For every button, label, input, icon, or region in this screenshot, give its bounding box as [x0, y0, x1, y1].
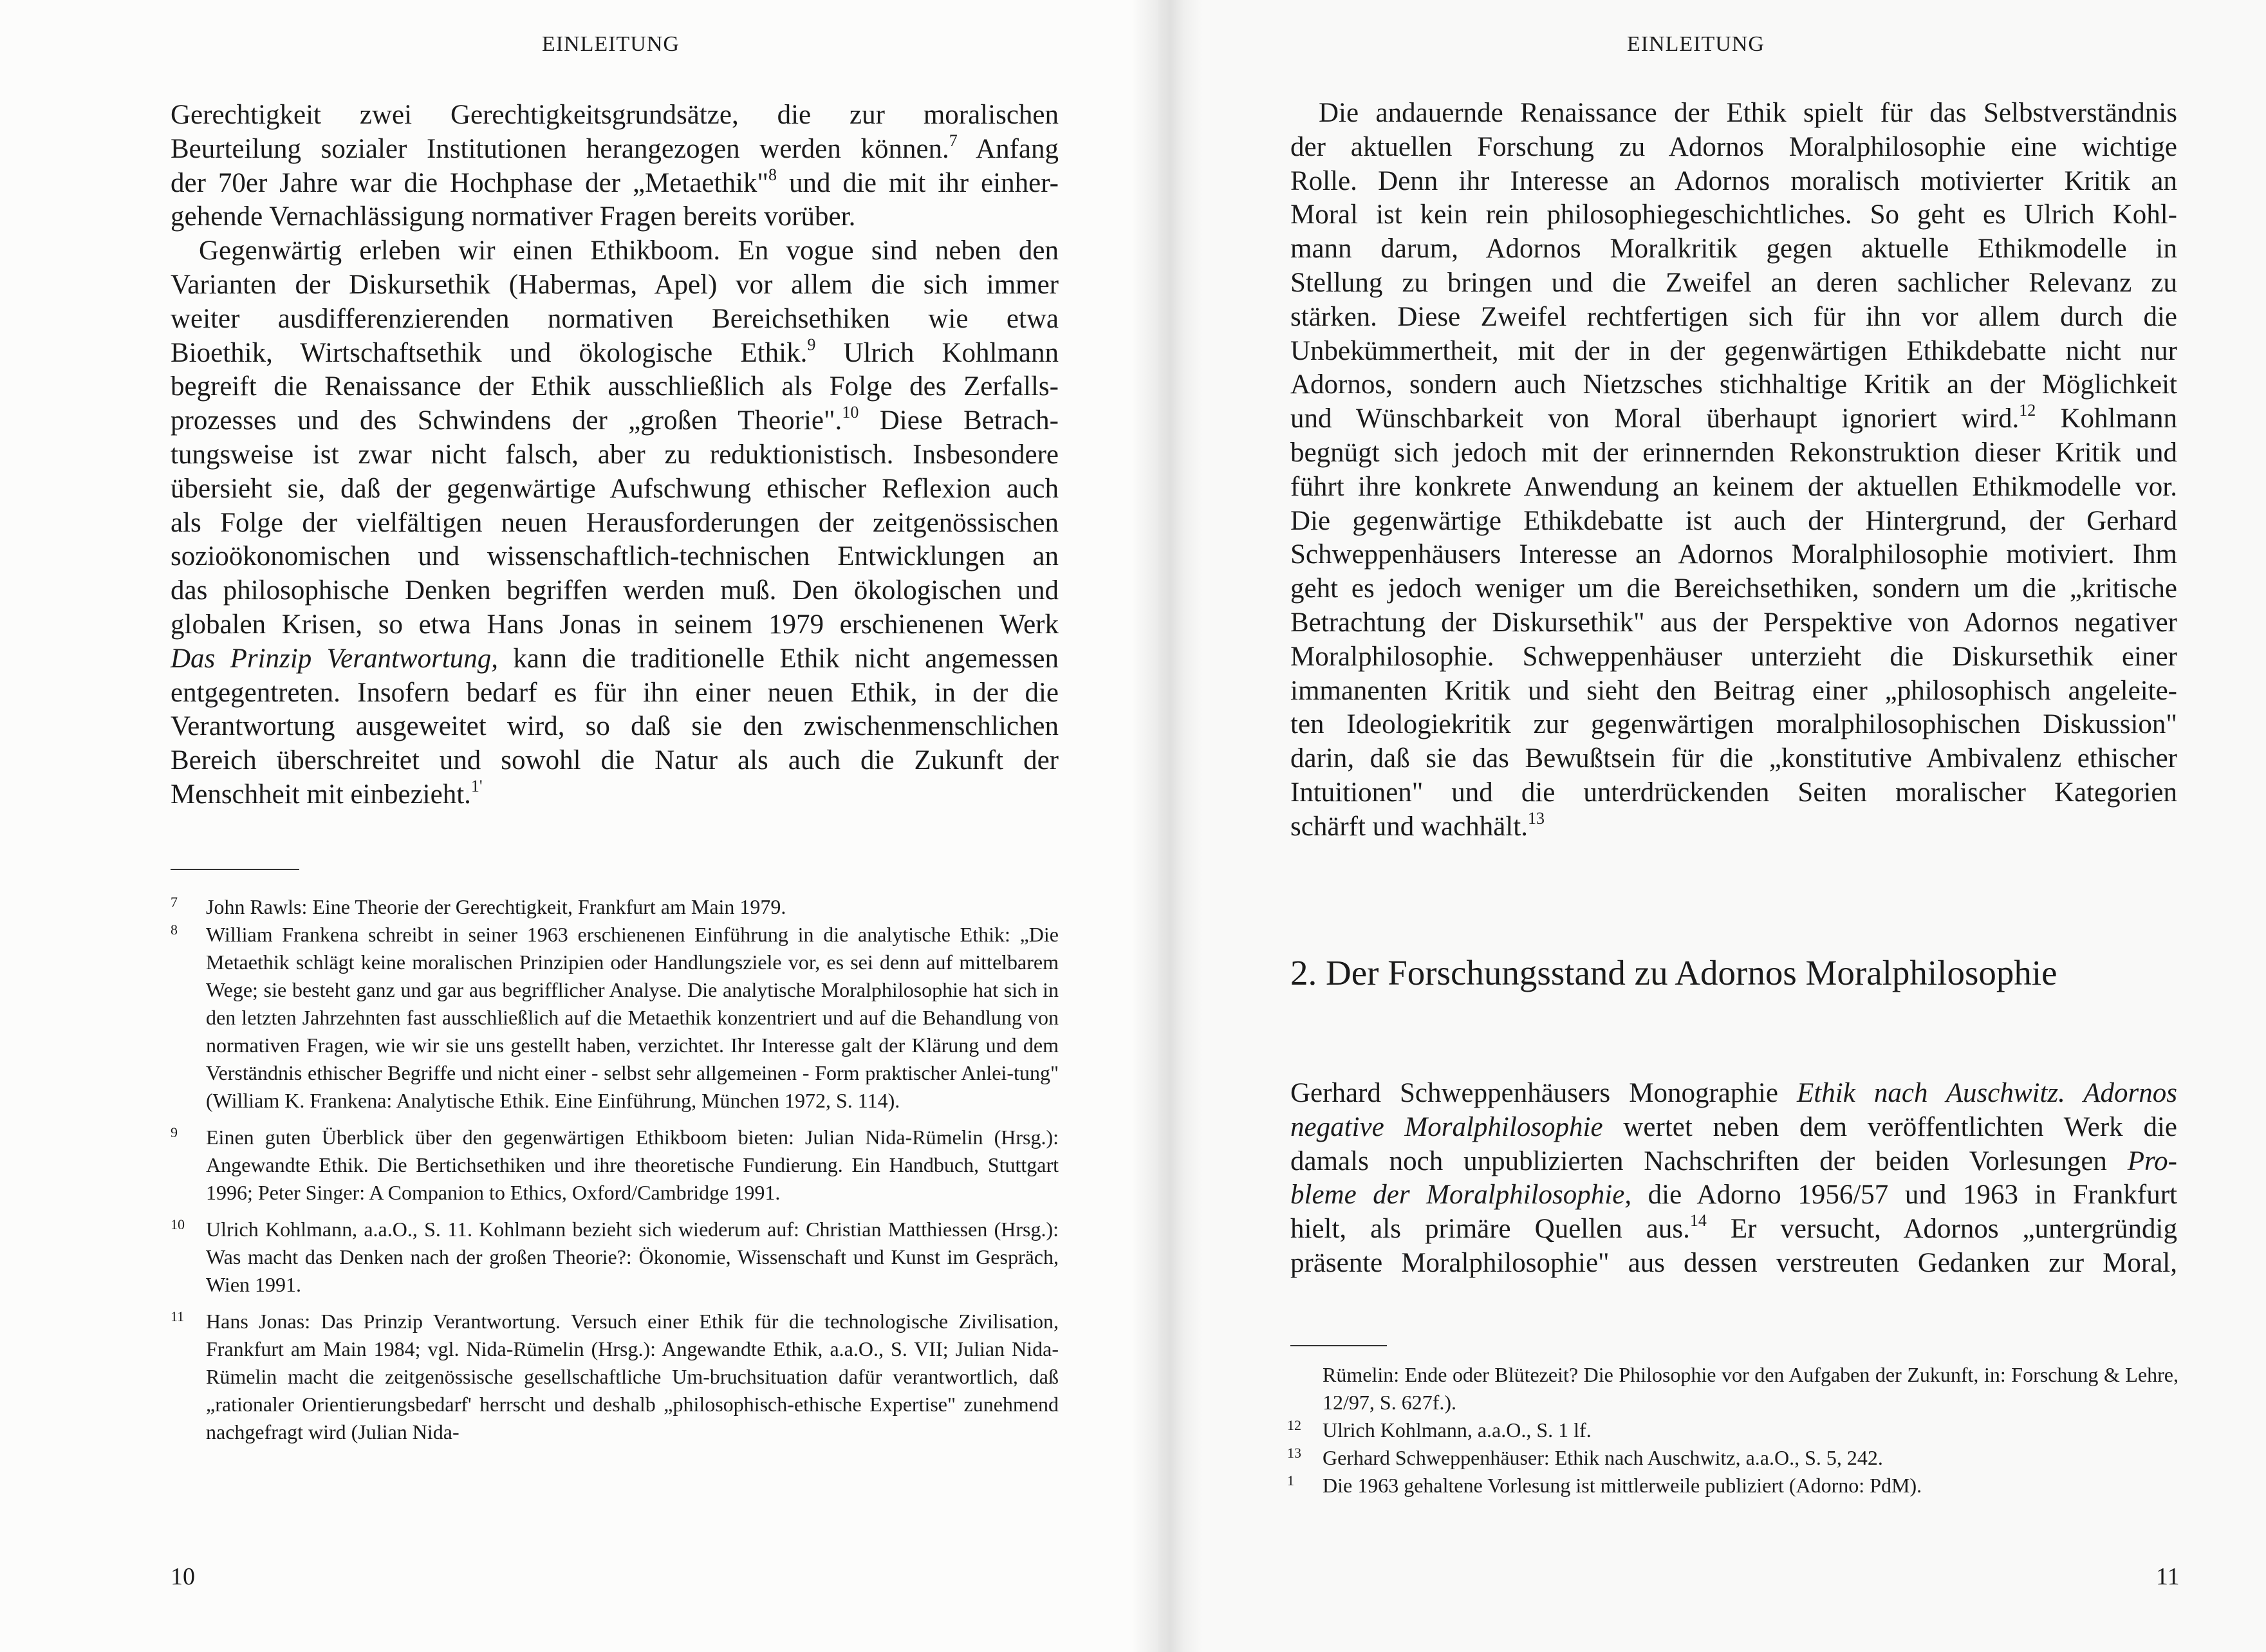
text-line: sozioökonomischen und wissenschaftlich-technischen Entwicklungen an — [171, 541, 1059, 572]
text-line: globalen Krisen, so etwa Hans Jonas in seinem 1979 erschienenen Werk — [171, 609, 1059, 640]
footnote-text: Die 1963 gehaltene Vorlesung ist mittlerweile publiziert (Adorno: PdM). — [1323, 1474, 1922, 1497]
footnote-number: 1 — [1287, 1472, 1294, 1489]
footnote — [1287, 1444, 2178, 1472]
running-head: EINLEITUNG — [1627, 32, 1765, 56]
text-line: als Folge der vielfältigen neuen Herausforderungen der zeitgenössischen — [171, 507, 1059, 538]
footnote — [1287, 1416, 2178, 1444]
text-line: Stellung zu bringen und die Zweifel an deren sachlicher Relevanz zu — [1290, 267, 2177, 298]
footnote-number: 11 — [171, 1308, 185, 1324]
text-line: immanenten Kritik und sieht den Beitrag einer „philosophisch angeleite- — [1290, 675, 2177, 706]
footnote-ref: 13 — [1527, 808, 1545, 828]
footnote-text: Ulrich Kohlmann, a.a.O., S. 11. Kohlmann bezieht sich wiederum auf: Christian Matthiessen (Hrsg.): Was macht das Denken nach der großen Theorie?: Ökonomie, Wissenschaft und Kunst im Gespräch, Wien 1991. — [206, 1218, 1059, 1296]
footnote-number: 7 — [171, 894, 178, 910]
text-line: tungsweise ist zwar nicht falsch, aber zu reduktionistisch. Insbesondere — [171, 439, 1059, 470]
text-line: Gegenwärtig erleben wir einen Ethikboom. En vogue sind neben den — [199, 236, 1059, 266]
text-line: Intuitionen" und die unterdrückenden Seiten moralischer Kategorien — [1290, 777, 2177, 808]
text-line: Moralphilosophie. Schweppenhäuser unterzieht die Diskursethik einer — [1290, 641, 2177, 672]
text-line: Adornos, sondern auch Nietzsches stichhaltige Kritik an der Möglichkeit — [1290, 369, 2177, 400]
footnote-number: 10 — [171, 1216, 185, 1232]
text-line: Rolle. Denn ihr Interesse an Adornos moralisch motivierter Kritik an — [1290, 165, 2177, 196]
body-text — [171, 98, 1059, 812]
footnote — [171, 1308, 1059, 1446]
text-line: das philosophische Denken begriffen werden muß. Den ökologischen und — [171, 575, 1059, 606]
text-line: ten Ideologiekritik zur gegenwärtigen moralphilosophischen Diskussion" — [1290, 709, 2177, 740]
footnote — [1287, 1472, 2178, 1499]
text-line: stärken. Diese Zweifel rechtfertigen sich für ihn vor allem durch die — [1290, 301, 2177, 332]
text-line: gehende Vernachlässigung normativer Fragen bereits vorüber. — [171, 201, 856, 232]
footnote-rule — [171, 869, 299, 870]
text-line: Bioethik, Wirtschaftsethik und ökologische Ethik.$^9$ Ulrich Kohlmann — [171, 335, 1059, 368]
text-line: Schweppenhäusers Interesse an Adornos Moralphilosophie motiviert. Ihm — [1290, 539, 2177, 570]
text-line: und Wünschbarkeit von Moral überhaupt ignoriert wird.$^{12}$ Kohlmann — [1290, 401, 2177, 434]
footnote-ref: 9 — [807, 335, 816, 354]
text-line: negative Moralphilosophie wertet neben dem veröffentlichten Werk die — [1290, 1111, 2177, 1142]
text-line: übersieht sie, daß der gegenwärtige Aufschwung ethischer Reflexion auch — [171, 473, 1059, 504]
footnote-text: William Frankena schreibt in seiner 1963 erschienenen Einführung in die analytische Ethik: „Die Metaethik schlägt keine moralischen Prinzipien oder Handlungsziele vor, es sei denn auf mittelbarem Wege; sie besteht ganz und gar aus begrifflicher Analyse. Die analytische Moralphilosophie hat sich in den letzten Jahrzehnten fast ausschließlich auf die Metaethik konzentriert und auf die Behandlung von normativen Fragen, wie wir sie uns gestellt haben, verzichtet. Ihr Interesse galt der Klärung und dem Verständnis ethischer Begriffe und nicht einer - selbst sehr allgemeinen - Form praktischer Anlei-tung" (William K. Frankena: Analytische Ethik. Eine Einführung, München 1972, S. 114). — [206, 923, 1059, 1112]
paragraph — [1290, 1077, 2177, 1281]
text-line: Verantwortung ausgeweitet wird, so daß sie den zwischenmenschlichen — [171, 711, 1059, 742]
footnote-text: Hans Jonas: Das Prinzip Verantwortung. Versuch einer Ethik für die technologische Zivilisation, Frankfurt am Main 1984; vgl. Nida-Rümelin (Hrsg.): Angewandte Ethik, a.a.O., S. VII; Julian Nida-Rümelin macht die zeitgenössische gesellschaftliche Um-bruchsituation dafür verantwortlich, daß „rationaler Orientierungsbedarf' herrscht und deshalb „philosophisch-ethische Expertise" zunehmend nachgefragt wird (Julian Nida- — [206, 1310, 1059, 1443]
footnote-number: 12 — [1287, 1417, 1301, 1433]
body-text — [1290, 97, 2177, 844]
text-line: weiter ausdifferenzierenden normativen Bereichsethiken wie etwa — [171, 303, 1059, 334]
text-line: Gerechtigkeit zwei Gerechtigkeitsgrundsätze, die zur moralischen — [171, 100, 1059, 130]
text-line: Beurteilung sozialer Institutionen herangezogen werden können.$^7$ Anfang — [171, 131, 1059, 164]
footnote-text: John Rawls: Eine Theorie der Gerechtigkeit, Frankfurt am Main 1979. — [206, 895, 786, 918]
text-line: präsente Moralphilosophie" aus dessen verstreuten Gedanken zur Moral, — [1290, 1247, 2177, 1278]
text-line: Die andauernde Renaissance der Ethik spielt für das Selbstverständnis — [1319, 98, 2177, 128]
text-line: der aktuellen Forschung zu Adornos Moralphilosophie eine wichtige — [1290, 131, 2177, 162]
text-line: bleme der Moralphilosophie, die Adorno 1956/57 und 1963 in Frankfurt — [1290, 1180, 2177, 1211]
text-line: Moral ist kein rein philosophiegeschichtliches. So geht es Ulrich Kohl- — [1290, 200, 2177, 230]
text-line: Menschheit mit einbezieht.$^{1'}$ — [171, 776, 483, 810]
text-line: Varianten der Diskursethik (Habermas, Apel) vor allem die sich immer — [171, 269, 1059, 300]
footnote-ref: 1' — [470, 776, 483, 795]
running-head: EINLEITUNG — [542, 32, 680, 56]
text-line: geht es jedoch weniger um die Bereichsethiken, sondern um die „kritische — [1290, 573, 2177, 604]
footnote — [171, 893, 1059, 921]
body-text-section — [1290, 1077, 2177, 1281]
footnote-rule — [1290, 1345, 1387, 1346]
text-line: mann darum, Adornos Moralkritik gegen aktuelle Ethikmodelle in — [1290, 234, 2177, 265]
footnote-text: Rümelin: Ende oder Blütezeit? Die Philosophie vor den Aufgaben der Zukunft, in: Forschung & Lehre, 12/97, S. 627f.). — [1323, 1363, 2178, 1414]
text-line: schärft und wachhält.$^{13}$ — [1290, 808, 1545, 842]
paragraph — [171, 234, 1059, 812]
footnote-text: Gerhard Schweppenhäuser: Ethik nach Auschwitz, a.a.O., S. 5, 242. — [1323, 1446, 1883, 1469]
text-line: der 70er Jahre war die Hochphase der „Metaethik"$^8$ und die mit ihr einher- — [171, 165, 1059, 198]
footnote — [171, 1124, 1059, 1207]
footnote — [1287, 1361, 2178, 1416]
footnotes — [1287, 1361, 2178, 1499]
text-line: damals noch unpublizierten Nachschriften der beiden Vorlesungen Pro- — [1290, 1146, 2178, 1176]
text-line: führt ihre konkrete Anwendung an keinem der aktuellen Ethikmodelle vor. — [1290, 471, 2177, 502]
text-line: Bereich überschreitet und sowohl die Natur als auch die Zukunft der — [171, 745, 1059, 776]
footnotes — [171, 893, 1059, 1446]
footnote-ref: 8 — [768, 165, 777, 184]
footnote — [171, 1216, 1059, 1299]
footnote-number: 13 — [1287, 1445, 1301, 1461]
footnote — [171, 921, 1059, 1115]
paragraph — [1290, 97, 2177, 844]
paragraph — [171, 98, 1059, 234]
page-number: 10 — [171, 1563, 195, 1590]
text-line: begnügt sich jedoch mit der erinnernden Rekonstruktion dieser Kritik und — [1290, 437, 2177, 468]
footnote-number: 9 — [171, 1124, 178, 1140]
footnote-text: Einen guten Überblick über den gegenwärtigen Ethikboom bieten: Julian Nida-Rümelin (Hrsg.): Angewandte Ethik. Die Bertichsethiken und ihre theoretische Fundierung. Ein Handbuch, Stuttgart 1996; Peter Singer: A Companion to Ethics, Oxford/Cambridge 1991. — [206, 1126, 1059, 1204]
text-line: Die gegenwärtige Ethikdebatte ist auch der Hintergrund, der Gerhard — [1290, 505, 2177, 536]
footnote-text: Ulrich Kohlmann, a.a.O., S. 1 lf. — [1323, 1418, 1592, 1442]
text-line: begreift die Renaissance der Ethik ausschließlich als Folge des Zerfalls- — [171, 371, 1059, 402]
text-line: Unbekümmertheit, mit der in der gegenwärtigen Ethikdebatte nicht nur — [1290, 335, 2177, 366]
text-line: Gerhard Schweppenhäusers Monographie Ethik nach Auschwitz. Adornos — [1290, 1078, 2177, 1108]
footnote-ref: 7 — [949, 131, 958, 150]
footnote-ref: 14 — [1689, 1211, 1707, 1230]
footnote-ref: 10 — [842, 403, 859, 422]
footnote-number: 8 — [171, 922, 178, 938]
section-heading: 2. Der Forschungsstand zu Adornos Moralphilosophie — [1290, 953, 2057, 992]
text-line: darin, daß sie das Bewußtsein für die „konstitutive Ambivalenz ethischer — [1290, 743, 2177, 774]
page-number: 11 — [2156, 1563, 2180, 1590]
text-line: Betrachtung der Diskursethik" aus der Perspektive von Adornos negativer — [1290, 607, 2177, 638]
text-line: entgegentreten. Insofern bedarf es für ihn einer neuen Ethik, in der die — [171, 677, 1059, 708]
text-line: hielt, als primäre Quellen aus.$^{14}$ Er versucht, Adornos „untergründig — [1290, 1211, 2177, 1245]
text-line: Das Prinzip Verantwortung, kann die traditionelle Ethik nicht angemessen — [171, 643, 1059, 674]
text-line: prozesses und des Schwindens der „großen Theorie".$^{10}$ Diese Betrach- — [171, 403, 1059, 436]
footnote-ref: 12 — [2019, 401, 2036, 420]
